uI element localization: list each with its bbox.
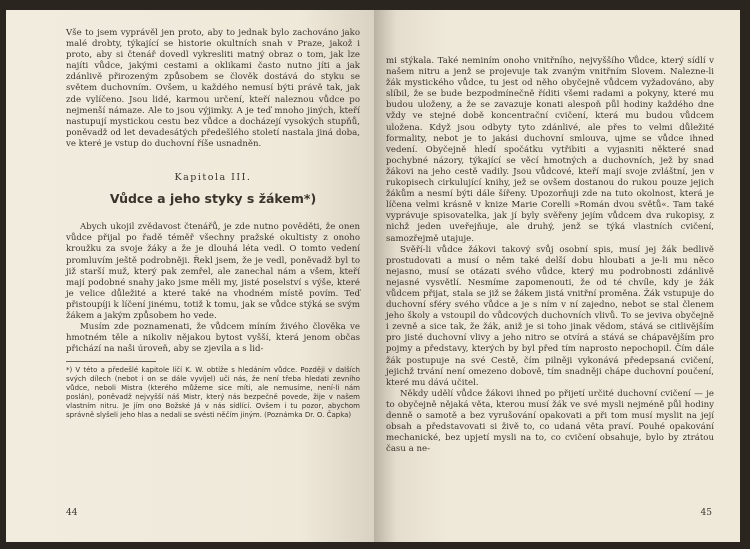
left-page-text [66,28,360,355]
left-page [6,10,374,542]
page-number-left: 44 [66,508,78,518]
chapter-title: Vůdce a jeho styky s žákem*) [109,191,317,207]
body-paragraph-2: Musím zde poznamenati, že vůdcem míním živého člověka ve hmotném těle a nikoliv nějakou bytost vyšší, která jenom občas přichází na naši úroveň, aby se zjevila a s lid- [66,322,360,355]
footnote-rule [66,361,156,362]
right-paragraph-3: Někdy udělí vůdce žákovi ihned po přijetí určité duchovní cvičení — je to obyčejně nějaká věta, kterou musí žák ve své mysli nejméně půl hodiny denně o samotě a bez vyrušování opakovati a při tom musí myslit na její obsah a představovati si živě to, co udaná věta praví. Pouhé opakování mechanické, bez upjetí mysli na to, co cvičení obsahuje, bylo by ztrátou času a ne- [386,388,714,455]
footnote: *) V této a předešlé kapitole líčí K. W. obtíže s hledáním vůdce. Později v dalších svých dílech (nebot i on se dále vyvíjel) uči nás, že není třeba hledati zevního vůdce, neboli Mistra (kterého můžeme sice míti, ale nemusíme, není-li nám poslán), poněvadž nejvyšší náš Mistr, který nás bezpečně povede, žije v našem vlastním nitru. Je jím ono Božské Já v nás sídlící. Ovšem i tu pozor, abychom správně slyšeli jeho hlas a nedali se svésti něčím jiným. (Poznámka Dr. O. Čapka) [66,366,360,420]
right-page [374,10,740,542]
right-page-text [386,56,714,455]
body-paragraph-1: Abych ukojil zvědavost čtenářů, je zde nutno pověděti, že onen vůdce přijal po řadě téměř všechny pražské okultisty z onoho kroužku za svoje žáky a že je dlouhá léta vedl. O tomto vedení promluvím ještě podrobněji. Řekl jsem, že je vedl, poněvadž byl to již starší muž, který pak zemřel, ale zanechal nám a všem, kteří mají podobné snahy jako jsme měli my, jisté poselství s výše, které je velice důležité a které také na vhodném místě povím. Teď přistoupíji k líčení jinému, totiž k tomu, jak se vůdce stýká se svým žákem a jakým způsobem ho vede. [66,222,360,321]
page-number-right: 45 [700,508,712,518]
right-paragraph-2: Svěří-li vůdce žákovi takový svůj osobní spis, musí jej žák bedlivě prostudovati a musí o něm také delší dobu hloubati a je-li mu něco nejasno, musí se otázati svého vůdce, který mu podrobnosti zdánlivě nejasné vysvětlí. Nesmíme zapomenouti, že od té chvíle, kdy je žák vůdcem přijat, stala se již se žákem jistá vnitřní proměna. Žák vstupuje do duchovní sféry svého vůdce a je s ním v ní zajedno, nebot se stal členem jeho školy a vstoupil do vůdcových duchovních vlivů. To se jeviva obyčejně i zevně a sice tak, že žák, aniž je si toho jinak vědom, stává se citlivějším pro jisté duchovní vlivy a jeho nitro se otvírá a stává se chápavějším pro pojmy a představy, kterých by byl před tím naprosto nepochopil. Čím dále žák postupuje na své Cestě, čím pilněji vykonává předepsaná cvičení, jejichž trvání není omezeno dobově, tím snadněji chápe duchovní poučení, které mu dává učitel. [386,244,714,388]
chapter-label: Kapitola III. [174,172,252,184]
right-paragraph-1: mi stýkala. Také neminím onoho vnitřního, nejvyššího Vůdce, který sídlí v našem nitru a jenž se projevuje tak zvaným vnitřním Slovem. Naleznе-li žák mystického vůdce, tu jest od něho obyčejně vůdcem vyžadováno, aby slíbil, že se bude bezpodmínečně říditi všemi radami a pokyny, které mu budou uloženy, a že se zavazuje konati alespoň půl hodiny každého dne vždy ve stejné době koncentrační cvičení, která mu budou vůdcem uložena. Když jsou odbyty tyto zdánlivé, ale přes to velmi důležité formality, nebot je to jakási duchovní smlouva, ujme se vůdce ihned vedení. Obyčejně hledí spočátku vytřibiti a vyjasniti některé snad pochybné názory, týkající se věcí hmotných a duchovních, jež by snad žákovi na jeho cestě vadily. Jsou vůdcové, kteří mají svoje zvláštní, jen v rukopisech cirkulující knihy, jež se ovšem dostanou do rukou pouze jejich žákům a nesmí býti dále šířeny. Upozorňuji zde na tuto okolnost, která je líčena velmi krásně v knize Marie Corelli »Román dvou světů«. Tam také vyprávuje spisovatelka, jak jí byly svěřeny jejím vůdcem dva rukopisy, z nichž jeden uveřejňuje, ale druhý, jenž se týká vlastních cvičení, samozřejmě utajuje. [386,56,714,244]
intro-paragraph: Vše to jsem vyprávěl jen proto, aby to jednak bylo zachováno jako malé drobty, týkající se historie okultních snah v Praze, jakož i proto, aby si čtenář dovedl vykresliti matný obraz o tom, jak lze najíti vůdce, jakými cestami a oklikami často nutno jíti a jak zdánlivě přirozeným způsobem se člověk dostává do styku se světem duchovním. Ovšem, u každého nemusí býti právě tak, jak zde vylíčeno. Jsou lidé, karmou určení, kteří naleznou vůdce po nejmenší námaze. Ale to jsou výjimky. A je teď mnoho jiných, kteří nastupují mystickou cestu bez vůdce a docházejí vysokých stupňů, poněvadž od let devadesátých předešlého století nastala jiná doba, ve které je vstup do duchovní říše usnadněn. [66,28,360,149]
